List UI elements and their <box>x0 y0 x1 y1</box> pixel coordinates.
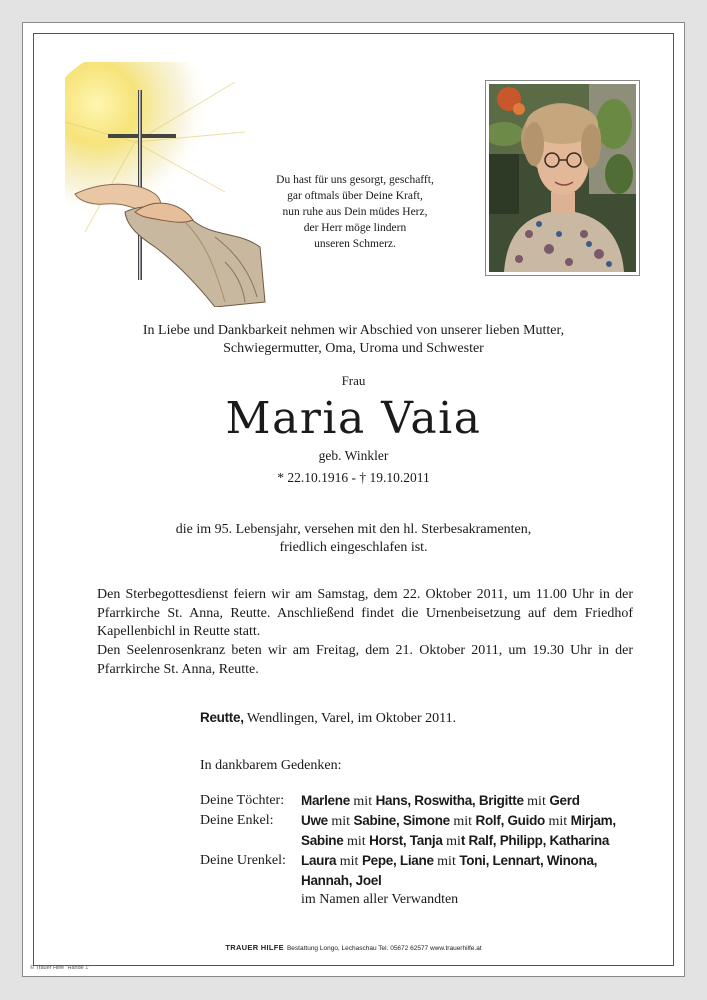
family-connector: mit <box>327 814 354 829</box>
family-name: Uwe <box>301 813 328 828</box>
family-name: Hans, Roswitha, Brigitte <box>375 793 524 808</box>
footer-brand: TRAUER HILFE <box>225 943 284 952</box>
poem-line: Du hast für uns gesorgt, geschafft, <box>276 174 434 186</box>
intro-line: Schwiegermutter, Oma, Uroma und Schwester <box>223 341 484 356</box>
family-connector: mit <box>449 814 476 829</box>
intro-text <box>40 322 667 358</box>
footer-details: Bestattung Longo, Lechaschau Tel. 05672 62577 www.trauerhilfe.at <box>286 945 482 952</box>
portrait-photo <box>485 80 640 276</box>
relatives-note: im Namen aller Verwandten <box>301 892 459 907</box>
family-name: Pepe, Liane <box>361 853 434 868</box>
family-connector: mit <box>544 814 571 829</box>
gedenken-heading: In dankbarem Gedenken: <box>200 758 342 773</box>
family-row-grandchildren <box>200 811 616 831</box>
rosary-paragraph: Den Seelenrosenkranz beten wir am Freitag, dem 21. Oktober 2011, um 19.30 Uhr in der Pfarrkirche St. Anna, Reutte. <box>97 643 633 677</box>
intro-line: In Liebe und Dankbarkeit nehmen wir Abschied von unserer lieben Mutter, <box>142 323 565 338</box>
family-name: Marlene <box>301 793 350 808</box>
family-row-great-grandchildren-cont <box>200 871 616 890</box>
relation-label: Deine Enkel: <box>200 813 274 828</box>
family-row-grandchildren-cont <box>200 831 616 851</box>
poem-line: nun ruhe aus Dein müdes Herz, <box>282 206 428 218</box>
family-connector: mit <box>349 794 376 809</box>
place-and-date <box>200 710 456 727</box>
family-name: Toni, Lennart, Winona, <box>459 853 598 868</box>
place-town: Reutte, <box>200 710 244 725</box>
maiden-name: geb. Winkler <box>318 448 389 463</box>
poem-line: unseren Schmerz. <box>314 238 396 250</box>
family-name: Sabine <box>301 833 344 848</box>
family-connector: mi <box>442 834 461 849</box>
death-note-line: friedlich eingeschlafen ist. <box>279 540 428 555</box>
funeral-service-paragraph: Den Sterbegottesdienst feiern wir am Samstag, dem 22. Oktober 2011, um 11.00 Uhr in der Pfarrkirche St. Anna, Reutte. Anschließend findet die Urnenbeisetzung auf dem Friedhof Kapellenbichl in Reutte statt. <box>97 587 633 639</box>
death-note-line: die im 95. Lebensjahr, versehen mit den hl. Sterbesakramenten, <box>175 522 532 537</box>
relation-label: Deine Urenkel: <box>200 853 286 868</box>
family-connector: mit <box>343 834 370 849</box>
deceased-name: Maria Vaia <box>225 393 482 444</box>
family-name: Horst, Tanja <box>369 833 443 848</box>
family-name: Rolf, Guido <box>475 813 545 828</box>
family-connector: mit <box>336 854 362 869</box>
place-rest: Wendlingen, Varel, im Oktober 2011. <box>243 711 457 726</box>
life-dates: * 22.10.1916 - † 19.10.2011 <box>277 470 430 485</box>
family-list <box>200 791 616 909</box>
family-name: Laura <box>301 853 337 868</box>
family-name: Mirjam, <box>570 813 616 828</box>
family-name: Gerd <box>549 793 580 808</box>
poem-line: gar oftmals über Deine Kraft, <box>287 190 423 202</box>
poem-line: der Herr möge lindern <box>303 222 407 234</box>
salutation: Frau <box>341 373 366 388</box>
poem <box>255 172 455 252</box>
family-connector: mit <box>433 854 460 869</box>
relation-label: Deine Töchter: <box>200 793 285 808</box>
family-row-great-grandchildren <box>200 851 616 871</box>
family-name: Sabine, Simone <box>353 813 450 828</box>
family-row-daughters <box>200 791 616 811</box>
family-name: t Ralf, Philipp, Katharina <box>460 833 610 848</box>
family-name: Hannah, Joel <box>301 873 382 888</box>
image-credit: © Trauer Hilfe "Hände 1" <box>30 965 91 971</box>
footer <box>40 943 667 952</box>
family-connector: mit <box>523 794 550 809</box>
cross-hands-icon <box>65 62 275 312</box>
death-note <box>40 521 667 557</box>
family-row-relatives <box>200 890 616 909</box>
